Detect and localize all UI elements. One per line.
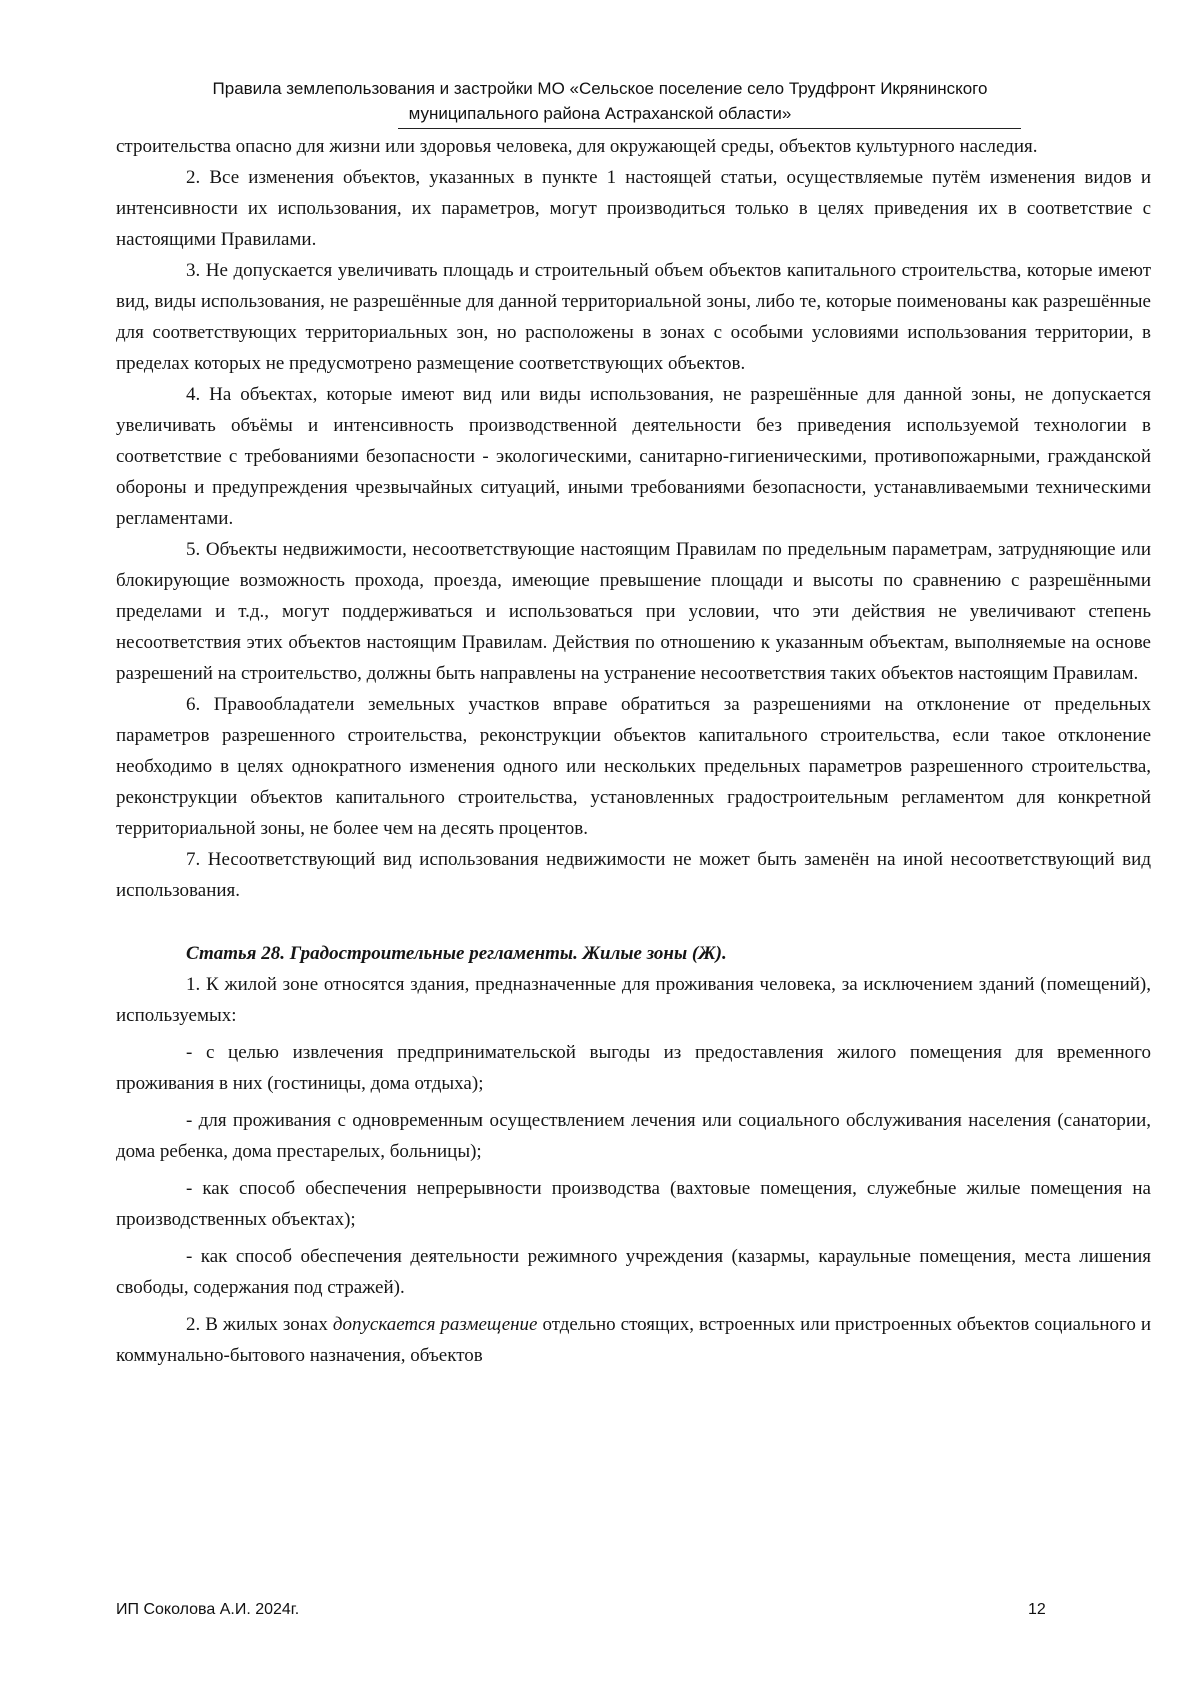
paragraph-7: 7. Несоответствующий вид использования недвижимости не может быть заменён на иной несоответствующий вид использования. (116, 849, 1151, 901)
footer-author: ИП Соколова А.И. 2024г. (116, 1601, 300, 1618)
page-number: 12 (1028, 1601, 1046, 1618)
bullet-item-3: - как способ обеспечения непрерывности производства (вахтовые помещения, служебные жилые помещения на производственных объектах); (116, 1178, 1151, 1230)
article-paragraph-2 (116, 1309, 1151, 1371)
article-paragraph-1: 1. К жилой зоне относятся здания, предназначенные для проживания человека, за исключением зданий (помещений), используемых: (116, 974, 1151, 1026)
paragraph-2-start: 2. В жилых зонах (186, 1314, 333, 1335)
paragraph-2-emphasis: допускается размещение (332, 1314, 538, 1335)
bullet-item-4: - как способ обеспечения деятельности режимного учреждения (казармы, караульные помещения, места лишения свободы, содержания под стражей). (116, 1246, 1151, 1298)
article-28-title: Статья 28. Градостроительные регламенты. Жилые зоны (Ж). (186, 943, 727, 964)
paragraph-3: 3. Не допускается увеличивать площадь и строительный объем объектов капитального строительства, которые имеют вид, виды использования, не разрешённые для данной территориальной зоны, либо те, которые поименованы как разрешённые для соответствующих территориальных зон, но расположены в зонах с особыми условиями использования территории, в пределах которых не предусмотрено размещение соответствующих объектов. (116, 260, 1151, 374)
paragraph-2-end: отдельно стоящих, встроенных или пристроенных объектов социального и коммунально-бытового назначения, объектов (116, 1314, 1151, 1366)
header-line-1: Правила землепользования и застройки МО «Сельское поселение село Трудфронт Икрянинского (212, 79, 988, 98)
page-header (0, 76, 1200, 126)
header-line-2: муниципального района Астраханской области» (408, 104, 792, 123)
paragraph-6: 6. Правообладатели земельных участков вправе обратиться за разрешениями на отклонение от предельных параметров разрешенного строительства, реконструкции объектов капитального строительства, если такое отклонение необходимо в целях однократного изменения одного или нескольких предельных параметров разрешенного строительства, реконструкции объектов капитального строительства, установленных градостроительным регламентом для конкретной территориальной зоны, не более чем на десять процентов. (116, 694, 1151, 839)
document-body (116, 131, 1151, 1371)
bullet-item-2: - для проживания с одновременным осуществлением лечения или социального обслуживания населения (санатории, дома ребенка, дома престарелых, больницы); (116, 1110, 1151, 1162)
paragraph-2: 2. Все изменения объектов, указанных в пункте 1 настоящей статьи, осуществляемые путём изменения видов и интенсивности их использования, их параметров, могут производиться только в целях приведения их в соответствие с настоящими Правилами. (116, 167, 1151, 250)
header-divider (398, 128, 1021, 129)
paragraph-4: 4. На объектах, которые имеют вид или виды использования, не разрешённые для данной зоны, не допускается увеличивать объёмы и интенсивность производственной деятельности без приведения используемой технологии в соответствие с требованиями безопасности - экологическими, санитарно-гигиеническими, противопожарными, гражданской обороны и предупреждения чрезвычайных ситуаций, иными требованиями безопасности, устанавливаемыми техническими регламентами. (116, 384, 1151, 529)
paragraph-5: 5. Объекты недвижимости, несоответствующие настоящим Правилам по предельным параметрам, затрудняющие или блокирующие возможность прохода, проезда, имеющие превышение площади и высоты по сравнению с разрешёнными пределами и т.д., могут поддерживаться и использоваться при условии, что эти действия не увеличивают степень несоответствия этих объектов настоящим Правилам. Действия по отношению к указанным объектам, выполняемые на основе разрешений на строительство, должны быть направлены на устранение несоответствия таких объектов настоящим Правилам. (116, 539, 1151, 684)
paragraph-continuation: строительства опасно для жизни или здоровья человека, для окружающей среды, объектов культурного наследия. (116, 136, 1038, 157)
bullet-item-1: - с целью извлечения предпринимательской выгоды из предоставления жилого помещения для временного проживания в них (гостиницы, дома отдыха); (116, 1042, 1151, 1094)
